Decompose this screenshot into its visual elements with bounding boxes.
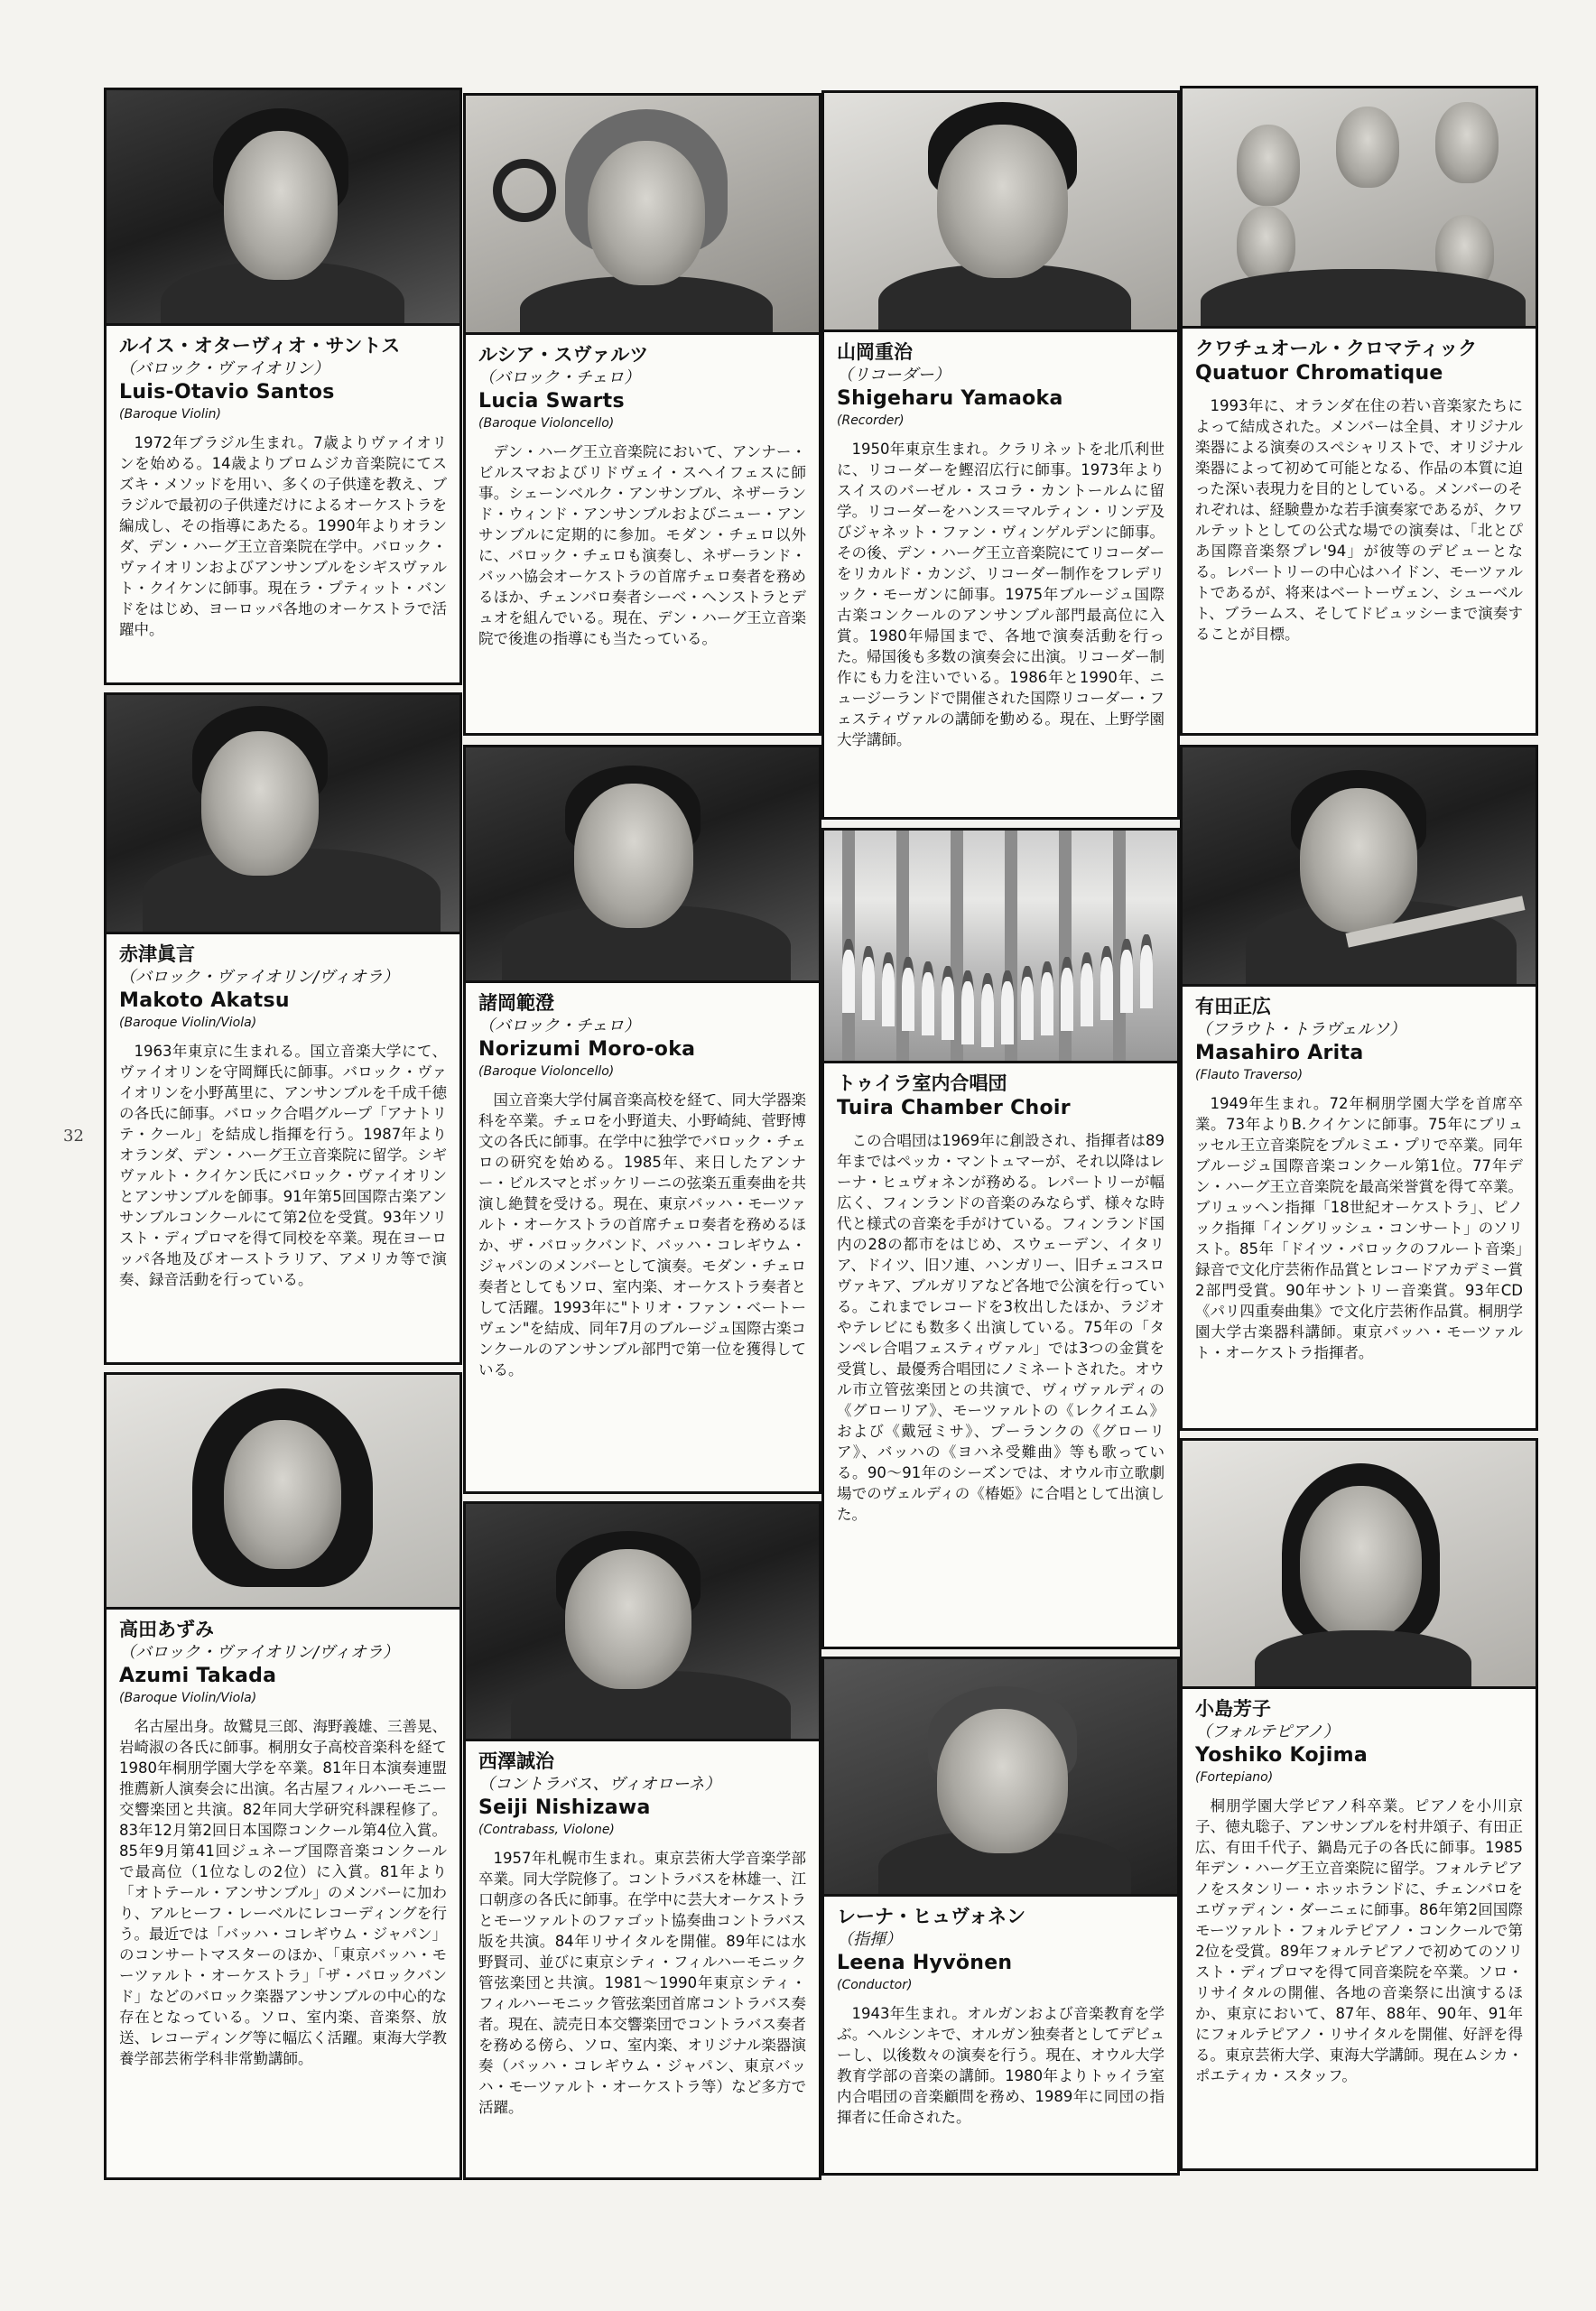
artist-en-instrument: (Contrabass, Violone): [478, 1823, 615, 1837]
artist-rom-name: Leena Hyvönen: [837, 1952, 1013, 1974]
artist-rom-name: Lucia Swarts: [478, 390, 625, 413]
artist-bio: 1949年生まれ。72年桐朋学園大学を首席卒業。73年よりB.クイケンに師事。75年にブリュッセル王立音楽院をプルミエ・プリで卒業。同年ブルージュ国際音楽コンクール第1位。77年デン・ハーグ王立音楽院を最高栄誉賞を得て卒業。ブリュッヘン指揮「18世紀オーケストラ」、ピノック指揮「イングリッシュ・コンサート」のソリスト。85年「ドイツ・バロックのフルート音楽」録音で文化庁芸術作品賞とレコードアカデミー賞2部門受賞。90年サントリー音楽賞。93年CD《パリ四重奏曲集》で文化庁芸術作品賞。桐朋学園大学古楽器科講師。東京バッハ・モーツァルト・オーケストラ指揮者。: [1195, 1095, 1523, 1361]
portrait-photo: [1183, 1441, 1536, 1689]
artist-card-swarts: [463, 93, 821, 736]
portrait-photo: [466, 747, 819, 983]
artist-card-chromatique: [1180, 86, 1538, 736]
artist-jp-instrument: （コントラバス、ヴィオローネ）: [478, 1775, 721, 1794]
portrait-photo: [824, 1659, 1177, 1897]
artist-bio: 1993年に、オランダ在住の若い音楽家たちによって結成された。メンバーは全員、オリジナル楽器による演奏のスペシャリストで、オリジナル楽器によって初めて可能となる、作品の本質に迫った深い表現力を目的としている。メンバーのそれぞれは、経験豊かな若手演奏家であるが、クワルテットとしての公式な場での演奏は、「北とぴあ国際音楽祭プレ'94」が彼等のデビューとなる。レパートリーの中心はハイドン、モーツァルトであるが、将来はベートーヴェン、シューベルト、ブラームス、そしてドビュッシーまで演奏することが目標。: [1195, 397, 1523, 643]
artist-jp-instrument: （バロック・ヴァイオリン/ヴィオラ）: [119, 968, 399, 987]
artist-jp-name: 諸岡範澄: [478, 992, 554, 1014]
artist-card-tuira: [821, 828, 1180, 1649]
group-photo: [824, 831, 1177, 1063]
artist-rom-name: Norizumi Moro-oka: [478, 1038, 696, 1061]
portrait-photo: [107, 695, 459, 934]
artist-jp-instrument: （フォルテピアノ）: [1195, 1722, 1340, 1741]
artist-jp-name: 小島芳子: [1195, 1698, 1271, 1720]
artist-bio: 1950年東京生まれ。クラリネットを北爪利世に、リコーダーを鰹沼広行に師事。1973年よりスイスのバーゼル・スコラ・カントールムに留学。リコーダーをハンス＝マルティン・リンデ及びジャネット・ファン・ヴィンゲルデンに師事。その後、デン・ハーグ王立音楽院にてリコーダーをリカルド・カンジ、リコーダー制作をフレデリック・モーガンに師事。1975年ブルージュ国際古楽コンクールのアンサンブル部門最高位に入賞。1980年帰国まで、各地で演奏活動を行った。帰国後も多数の演奏会に出演。リコーダー制作にも力を注いでいる。1986年と1990年、ニュージーランドで開催された国際リコーダー・フェスティヴァルの講師を勤める。現在、上野学園大学講師。: [837, 441, 1165, 748]
portrait-photo: [1183, 747, 1536, 987]
artist-card-kojima: [1180, 1438, 1538, 2171]
artist-card-akatsu: [104, 692, 462, 1365]
artist-bio: 1963年東京に生まれる。国立音楽大学にて、ヴァイオリンを守岡輝氏に師事。バロック・ヴァイオリンを小野萬里に、アンサンブルを千成千徳の各氏に師事。バロック合唱グループ「アナトリテ・クール」を結成し指揮を行う。1987年よりオランダ、デン・ハーグ王立音楽院に留学。シギヴァルト・クイケン氏にバロック・ヴァイオリンとアンサンブルを師事。91年第5回国際古楽アンサンブルコンクールにて第2位を受賞。93年ソリスト・ディプロマを得て同校を卒業。現在ヨーロッパ各地及びオーストラリア、アメリカ等で演奏、録音活動を行っている。: [119, 1043, 447, 1288]
page-number: 32: [63, 1127, 84, 1146]
artist-jp-name: 西澤誠治: [478, 1750, 554, 1772]
artist-jp-instrument: （指揮）: [837, 1930, 902, 1949]
artist-jp-name: トゥイラ室内合唱団: [837, 1072, 1007, 1094]
artist-en-instrument: (Flauto Traverso): [1195, 1068, 1304, 1082]
artist-rom-name: Masahiro Arita: [1195, 1042, 1364, 1064]
artist-jp-instrument: （フラウト・トラヴェルソ）: [1195, 1020, 1406, 1039]
artist-card-santos: [104, 88, 462, 685]
artist-jp-instrument: （リコーダー）: [837, 366, 951, 385]
artist-bio: 1957年札幌市生まれ。東京芸術大学音楽学部卒業。同大学院修了。コントラバスを林雄一、江口朝彦の各氏に師事。在学中に芸大オーケストラとモーツァルトのファゴット協奏曲コントラバス版を共演。84年リサイタルを開催。89年には水野賢司、並びに東京シティ・フィルハーモニック管弦楽団と共演。1981〜1990年東京シティ・フィルハーモニック管弦楽団首席コントラバス奏者。現在、読売日本交響楽団でコントラバス奏者を務める傍ら、ソロ、室内楽、オリジナル楽器演奏（バッハ・コレギウム・ジャパン、東京バッハ・モーツァルト・オーケストラ等）など多方で活躍。: [478, 1850, 806, 2116]
artist-rom-name: Quatuor Chromatique: [1195, 362, 1443, 385]
artist-bio: デン・ハーグ王立音楽院において、アンナー・ビルスマおよびリドヴェイ・スヘイフェスに師事。シェーンベルク・アンサンブル、ネザーランド・ウィンド・アンサンブルおよびニュー・アンサンブルに定期的に参加。モダン・チェロ以外に、バロック・チェロも演奏し、ネザーランド・バッハ協会オーケストラの首席チェロ奏者を務めるほか、チェンバロ奏者シーベ・ヘンストラとデュオを組んでいる。現在、デン・ハーグ王立音楽院で後進の指導にも当たっている。: [478, 443, 806, 647]
artist-rom-name: Seiji Nishizawa: [478, 1796, 651, 1819]
portrait-photo: [824, 93, 1177, 332]
artist-bio: 名古屋出身。故鷲見三郎、海野義雄、三善晃、岩崎淑の各氏に師事。桐朋女子高校音楽科を経て1980年桐朋学園大学を卒業。81年日本演奏連盟推薦新人演奏会に出演。名古屋フィルハーモニー交響楽団と共演。82年同大学研究科課程修了。83年12月第2回日本国際コンクール第4位入賞。85年9月第41回ジュネーブ国際音楽コンクールで最高位（1位なしの2位）に入賞。81年より「オトテール・アンサンブル」のメンバーに加わり、アルヒーフ・レーベルにレコーディングを行う。最近では「バッハ・コレギウム・ジャパン」のコンサートマスターのほか、「東京バッハ・モーツァルト・オーケストラ」「ザ・バロックバンド」などのバロック楽器アンサンブルの中心的な存在となっている。ソロ、室内楽、音楽祭、放送、レコーディング等に幅広く活躍。東海大学教養学部芸術学科非常勤講師。: [119, 1718, 447, 2067]
artist-en-instrument: (Baroque Violin/Viola): [119, 1691, 257, 1705]
portrait-photo: [466, 96, 819, 335]
artist-en-instrument: (Baroque Violin/Viola): [119, 1016, 257, 1030]
artist-jp-name: 有田正広: [1195, 996, 1271, 1017]
artist-en-instrument: (Recorder): [837, 413, 905, 428]
artist-bio: この合唱団は1969年に創設され、指揮者は89年まではペッカ・マントュマーが、それ以降はレーナ・ヒュヴォネンが務める。レパートリーが幅広く、フィンランドの音楽のみならず、様々な時代と様式の音楽を手がけている。フィンランド国内の28の都市をはじめ、スウェーデン、イタリア、ドイツ、旧ソ連、ハンガリー、旧チェコスロヴァキア、ブルガリアなど各地で公演を行っている。これまでレコードを3枚出したほか、ラジオやテレビにも数多く出演している。75年の「タンペレ合唱フェスティヴァル」では3つの金賞を受賞し、最優秀合唱団にノミネートされた。オウル市立管弦楽団との共演で、ヴィヴァルディの《グローリア》、モーツァルトの《レクイエム》および《戴冠ミサ》、プーランクの《グローリア》、バッハの《ヨハネ受難曲》等も歌っている。90〜91年のシーズンでは、オウル市立歌劇場でのヴェルディの《椿姫》に合唱として出演した。: [837, 1132, 1165, 1523]
artist-jp-name: ルイス・オターヴィオ・サントス: [119, 335, 401, 357]
portrait-photo: [107, 1375, 459, 1610]
artist-jp-name: ルシア・スヴァルツ: [478, 344, 649, 366]
artist-en-instrument: (Fortepiano): [1195, 1770, 1274, 1785]
artist-en-instrument: (Baroque Violoncello): [478, 1064, 615, 1079]
artist-card-yamaoka: [821, 90, 1180, 820]
artist-bio: 桐朋学園大学ピアノ科卒業。ピアノを小川京子、徳丸聡子、アンサンブルを村井頌子、有田正広、有田千代子、鍋島元子の各氏に師事。1985年デン・ハーグ王立音楽院に留学。フォルテピアノをスタンリー・ホッホランドに、チェンバロをエヴァディン・ダーニェに師事。86年第2回国際モーツァルト・フォルテピアノ・コンクールで第2位を受賞。89年フォルテピアノで初めてのソリスト・ディプロマを得て同音楽院を卒業。ソロ・リサイタルの開催、各地の音楽祭に出演するほか、東京において、87年、88年、90年、91年にフォルテピアノ・リサイタルを開催、好評を得る。東京芸術大学、東海大学講師。現在ムシカ・ポエティカ・スタッフ。: [1195, 1797, 1523, 2084]
artist-jp-instrument: （バロック・チェロ）: [478, 1016, 641, 1035]
artist-jp-name: 高田あずみ: [119, 1619, 214, 1640]
group-photo: [1183, 88, 1536, 329]
artist-bio: 国立音楽大学付属音楽高校を経て、同大学器楽科を卒業。チェロを小野道夫、小野崎純、菅野博文の各氏に師事。在学中に独学でバロック・チェロの研究を始める。1985年、来日したアンナー・ビルスマとボッケリーニの弦楽五重奏曲を共演し絶賛を受ける。現在、東京バッハ・モーツァルト・オーケストラの首席チェロ奏者を務めるほか、ザ・バロックバンド、バッハ・コレギウム・ジャパンのメンバーとして演奏。モダン・チェロ奏者としてもソロ、室内楽、オーケストラ奏者として活躍。1993年に"トリオ・ファン・ベートーヴェン"を結成、同年7月のブルージュ国際古楽コンクールのアンサンブル部門で第一位を獲得している。: [478, 1091, 806, 1378]
artist-card-takada: [104, 1372, 462, 2180]
artist-jp-name: レーナ・ヒュヴォネン: [837, 1906, 1026, 1927]
artist-bio: 1943年生まれ。オルガンおよび音楽教育を学ぶ。ヘルシンキで、オルガン独奏者としてデビューし、以後数々の演奏を行う。現在、オウル大学教育学部の音楽の講師。1980年よりトゥイラ室内合唱団の音楽顧問を務め、1989年に同団の指揮者に任命された。: [837, 2005, 1165, 2126]
artist-en-instrument: (Baroque Violin): [119, 407, 221, 422]
artist-bio: 1972年ブラジル生まれ。7歳よりヴァイオリンを始める。14歳よりブロムジカ音楽院にてスズキ・メソッドを用い、多くの子供達を教え、ブラジルで最初の子供達だけによるオーケストラを編成し、その指導にあたる。1990年よりオランダ、デン・ハーグ王立音楽院在学中。バロック・ヴァイオリンおよびアンサンブルをシギスヴァルト・クイケンに師事。現在ラ・プティット・バンドをはじめ、ヨーロッパ各地のオーケストラで活躍中。: [119, 434, 447, 638]
artist-rom-name: Makoto Akatsu: [119, 989, 290, 1012]
artist-en-instrument: (Baroque Violoncello): [478, 416, 615, 431]
artist-rom-name: Yoshiko Kojima: [1195, 1744, 1368, 1767]
portrait-photo: [107, 90, 459, 326]
artist-card-hyvonen: [821, 1657, 1180, 2176]
artist-jp-instrument: （バロック・ヴァイオリン）: [119, 359, 329, 378]
portrait-photo: [466, 1504, 819, 1741]
artist-jp-name: 山岡重治: [837, 341, 913, 363]
artist-en-instrument: (Conductor): [837, 1978, 913, 1992]
artist-card-arita: [1180, 745, 1538, 1431]
artist-rom-name: Shigeharu Yamaoka: [837, 387, 1063, 410]
artist-rom-name: Azumi Takada: [119, 1665, 277, 1687]
artist-card-morooka: [463, 745, 821, 1494]
artist-jp-name: 赤津眞言: [119, 943, 195, 965]
artist-card-nishizawa: [463, 1501, 821, 2180]
artist-rom-name: Tuira Chamber Choir: [837, 1097, 1071, 1119]
artist-rom-name: Luis-Otavio Santos: [119, 381, 335, 404]
artist-jp-instrument: （バロック・チェロ）: [478, 368, 641, 387]
artist-jp-name: クワチュオール・クロマティック: [1195, 338, 1478, 359]
artist-jp-instrument: （バロック・ヴァイオリン/ヴィオラ）: [119, 1643, 399, 1662]
